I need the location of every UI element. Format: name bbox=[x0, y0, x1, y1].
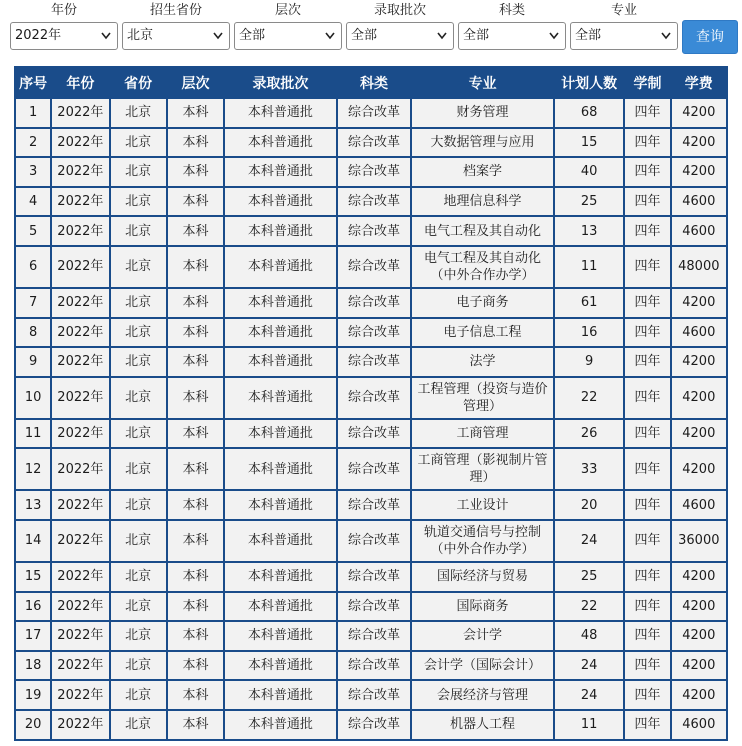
cell-plan: 48 bbox=[555, 622, 623, 650]
cell-category: 综合改革 bbox=[338, 449, 410, 489]
cell-batch: 本科普通批 bbox=[225, 99, 336, 127]
cell-year: 2022年 bbox=[52, 593, 108, 621]
cell-level: 本科 bbox=[168, 652, 223, 680]
cell-major: 国际商务 bbox=[412, 593, 553, 621]
cell-province: 北京 bbox=[111, 681, 166, 709]
cell-category: 综合改革 bbox=[338, 563, 410, 591]
cell-fee: 4600 bbox=[672, 188, 726, 216]
cell-major: 法学 bbox=[412, 348, 553, 376]
cell-major: 电子商务 bbox=[412, 289, 553, 317]
cell-plan: 61 bbox=[555, 289, 623, 317]
cell-year: 2022年 bbox=[52, 652, 108, 680]
cell-duration: 四年 bbox=[625, 563, 669, 591]
filter-category bbox=[458, 0, 566, 50]
cell-level: 本科 bbox=[168, 563, 223, 591]
cell-year: 2022年 bbox=[52, 99, 108, 127]
cell-major: 电子信息工程 bbox=[412, 319, 553, 347]
cell-major: 国际经济与贸易 bbox=[412, 563, 553, 591]
filter-label: 科类 bbox=[498, 3, 525, 18]
cell-plan: 24 bbox=[555, 681, 623, 709]
cell-province: 北京 bbox=[111, 129, 166, 157]
cell-batch: 本科普通批 bbox=[225, 593, 336, 621]
col-header-year: 年份 bbox=[52, 68, 108, 97]
cell-no: 6 bbox=[16, 247, 50, 287]
col-header-fee: 学费 bbox=[672, 68, 726, 97]
table-header-row bbox=[16, 68, 726, 97]
level-select[interactable] bbox=[234, 22, 342, 50]
cell-no: 13 bbox=[16, 491, 50, 519]
cell-level: 本科 bbox=[168, 158, 223, 186]
filter-bar bbox=[10, 0, 738, 58]
cell-province: 北京 bbox=[111, 319, 166, 347]
cell-fee: 4200 bbox=[672, 348, 726, 376]
filter-label: 招生省份 bbox=[149, 3, 202, 18]
cell-plan: 40 bbox=[555, 158, 623, 186]
cell-province: 北京 bbox=[111, 217, 166, 245]
cell-major: 地理信息科学 bbox=[412, 188, 553, 216]
cell-plan: 13 bbox=[555, 217, 623, 245]
col-header-duration: 学制 bbox=[625, 68, 669, 97]
cell-no: 15 bbox=[16, 563, 50, 591]
filter-label: 层次 bbox=[274, 3, 301, 18]
cell-province: 北京 bbox=[111, 158, 166, 186]
cell-category: 综合改革 bbox=[338, 158, 410, 186]
cell-duration: 四年 bbox=[625, 129, 669, 157]
cell-major: 电气工程及其自动化 bbox=[412, 217, 553, 245]
filter-major bbox=[570, 0, 678, 50]
cell-fee: 4600 bbox=[672, 491, 726, 519]
table-row bbox=[16, 622, 726, 650]
cell-fee: 4200 bbox=[672, 652, 726, 680]
cell-province: 北京 bbox=[111, 521, 166, 561]
cell-batch: 本科普通批 bbox=[225, 521, 336, 561]
cell-batch: 本科普通批 bbox=[225, 217, 336, 245]
cell-duration: 四年 bbox=[625, 247, 669, 287]
cell-category: 综合改革 bbox=[338, 420, 410, 448]
cell-major: 电气工程及其自动化（中外合作办学） bbox=[412, 247, 553, 287]
cell-plan: 11 bbox=[555, 711, 623, 739]
cell-batch: 本科普通批 bbox=[225, 158, 336, 186]
cell-fee: 4200 bbox=[672, 99, 726, 127]
cell-year: 2022年 bbox=[52, 420, 108, 448]
cell-no: 16 bbox=[16, 593, 50, 621]
cell-province: 北京 bbox=[111, 420, 166, 448]
cell-major: 机器人工程 bbox=[412, 711, 553, 739]
cell-year: 2022年 bbox=[52, 622, 108, 650]
cell-province: 北京 bbox=[111, 289, 166, 317]
cell-year: 2022年 bbox=[52, 158, 108, 186]
chevron-down-icon bbox=[213, 32, 223, 40]
cell-duration: 四年 bbox=[625, 491, 669, 519]
col-header-no: 序号 bbox=[16, 68, 50, 97]
cell-major: 会计学 bbox=[412, 622, 553, 650]
table-row bbox=[16, 247, 726, 287]
cell-fee: 4200 bbox=[672, 449, 726, 489]
cell-no: 5 bbox=[16, 217, 50, 245]
cell-batch: 本科普通批 bbox=[225, 378, 336, 418]
cell-category: 综合改革 bbox=[338, 247, 410, 287]
cell-no: 8 bbox=[16, 319, 50, 347]
cell-level: 本科 bbox=[168, 711, 223, 739]
cell-fee: 4600 bbox=[672, 217, 726, 245]
cell-batch: 本科普通批 bbox=[225, 491, 336, 519]
cell-batch: 本科普通批 bbox=[225, 681, 336, 709]
cell-fee: 36000 bbox=[672, 521, 726, 561]
chevron-down-icon bbox=[437, 32, 447, 40]
batch-select[interactable] bbox=[346, 22, 454, 50]
cell-no: 20 bbox=[16, 711, 50, 739]
cell-batch: 本科普通批 bbox=[225, 420, 336, 448]
cell-fee: 4200 bbox=[672, 681, 726, 709]
table-row bbox=[16, 593, 726, 621]
cell-fee: 4600 bbox=[672, 319, 726, 347]
cell-fee: 4200 bbox=[672, 563, 726, 591]
cell-major: 档案学 bbox=[412, 158, 553, 186]
chevron-down-icon bbox=[661, 32, 671, 40]
cell-batch: 本科普通批 bbox=[225, 247, 336, 287]
query-button[interactable]: 查询 bbox=[682, 20, 738, 54]
cell-duration: 四年 bbox=[625, 99, 669, 127]
cell-level: 本科 bbox=[168, 188, 223, 216]
table-row bbox=[16, 188, 726, 216]
cell-year: 2022年 bbox=[52, 521, 108, 561]
cell-major: 工业设计 bbox=[412, 491, 553, 519]
cell-no: 10 bbox=[16, 378, 50, 418]
cell-province: 北京 bbox=[111, 378, 166, 418]
cell-province: 北京 bbox=[111, 652, 166, 680]
cell-fee: 4200 bbox=[672, 378, 726, 418]
cell-major: 财务管理 bbox=[412, 99, 553, 127]
cell-category: 综合改革 bbox=[338, 521, 410, 561]
table-row bbox=[16, 289, 726, 317]
cell-plan: 26 bbox=[555, 420, 623, 448]
admission-plan-table bbox=[14, 66, 728, 741]
table-row bbox=[16, 681, 726, 709]
cell-category: 综合改革 bbox=[338, 652, 410, 680]
cell-plan: 22 bbox=[555, 378, 623, 418]
cell-duration: 四年 bbox=[625, 217, 669, 245]
cell-province: 北京 bbox=[111, 622, 166, 650]
cell-no: 11 bbox=[16, 420, 50, 448]
cell-fee: 4200 bbox=[672, 622, 726, 650]
cell-plan: 33 bbox=[555, 449, 623, 489]
cell-level: 本科 bbox=[168, 129, 223, 157]
table-row bbox=[16, 449, 726, 489]
cell-no: 9 bbox=[16, 348, 50, 376]
cell-province: 北京 bbox=[111, 449, 166, 489]
cell-level: 本科 bbox=[168, 348, 223, 376]
cell-level: 本科 bbox=[168, 681, 223, 709]
table-row bbox=[16, 563, 726, 591]
cell-year: 2022年 bbox=[52, 129, 108, 157]
cell-category: 综合改革 bbox=[338, 129, 410, 157]
cell-year: 2022年 bbox=[52, 319, 108, 347]
cell-plan: 9 bbox=[555, 348, 623, 376]
cell-duration: 四年 bbox=[625, 319, 669, 347]
cell-level: 本科 bbox=[168, 449, 223, 489]
cell-batch: 本科普通批 bbox=[225, 652, 336, 680]
cell-year: 2022年 bbox=[52, 681, 108, 709]
cell-category: 综合改革 bbox=[338, 378, 410, 418]
cell-province: 北京 bbox=[111, 188, 166, 216]
cell-duration: 四年 bbox=[625, 622, 669, 650]
filter-label: 年份 bbox=[50, 3, 77, 18]
table-row bbox=[16, 420, 726, 448]
cell-duration: 四年 bbox=[625, 158, 669, 186]
table-row bbox=[16, 378, 726, 418]
select-value: 北京 bbox=[127, 28, 154, 43]
cell-year: 2022年 bbox=[52, 217, 108, 245]
cell-level: 本科 bbox=[168, 99, 223, 127]
cell-fee: 4600 bbox=[672, 711, 726, 739]
cell-major: 大数据管理与应用 bbox=[412, 129, 553, 157]
cell-plan: 16 bbox=[555, 319, 623, 347]
cell-category: 综合改革 bbox=[338, 99, 410, 127]
cell-level: 本科 bbox=[168, 289, 223, 317]
cell-no: 18 bbox=[16, 652, 50, 680]
col-header-level: 层次 bbox=[168, 68, 223, 97]
cell-province: 北京 bbox=[111, 563, 166, 591]
cell-duration: 四年 bbox=[625, 652, 669, 680]
cell-level: 本科 bbox=[168, 378, 223, 418]
cell-no: 3 bbox=[16, 158, 50, 186]
select-value: 全部 bbox=[575, 28, 602, 43]
cell-level: 本科 bbox=[168, 319, 223, 347]
cell-duration: 四年 bbox=[625, 449, 669, 489]
cell-province: 北京 bbox=[111, 247, 166, 287]
cell-duration: 四年 bbox=[625, 348, 669, 376]
cell-year: 2022年 bbox=[52, 378, 108, 418]
filter-province bbox=[122, 0, 230, 50]
cell-province: 北京 bbox=[111, 99, 166, 127]
chevron-down-icon bbox=[549, 32, 559, 40]
cell-duration: 四年 bbox=[625, 188, 669, 216]
col-header-major: 专业 bbox=[412, 68, 553, 97]
major-select[interactable] bbox=[570, 22, 678, 50]
table-row bbox=[16, 217, 726, 245]
category-select[interactable] bbox=[458, 22, 566, 50]
cell-level: 本科 bbox=[168, 217, 223, 245]
cell-fee: 4200 bbox=[672, 289, 726, 317]
cell-fee: 48000 bbox=[672, 247, 726, 287]
cell-duration: 四年 bbox=[625, 521, 669, 561]
table-row bbox=[16, 158, 726, 186]
cell-no: 7 bbox=[16, 289, 50, 317]
cell-plan: 25 bbox=[555, 188, 623, 216]
col-header-province: 省份 bbox=[111, 68, 166, 97]
cell-year: 2022年 bbox=[52, 563, 108, 591]
cell-province: 北京 bbox=[111, 593, 166, 621]
cell-batch: 本科普通批 bbox=[225, 319, 336, 347]
select-value: 2022年 bbox=[15, 28, 62, 43]
cell-year: 2022年 bbox=[52, 711, 108, 739]
cell-duration: 四年 bbox=[625, 289, 669, 317]
cell-duration: 四年 bbox=[625, 711, 669, 739]
table-row bbox=[16, 319, 726, 347]
cell-plan: 22 bbox=[555, 593, 623, 621]
cell-major: 工商管理 bbox=[412, 420, 553, 448]
year-select[interactable] bbox=[10, 22, 118, 50]
cell-category: 综合改革 bbox=[338, 593, 410, 621]
cell-year: 2022年 bbox=[52, 348, 108, 376]
cell-major: 工商管理（影视制片管理） bbox=[412, 449, 553, 489]
filter-label: 专业 bbox=[610, 3, 637, 18]
cell-category: 综合改革 bbox=[338, 711, 410, 739]
cell-no: 2 bbox=[16, 129, 50, 157]
cell-level: 本科 bbox=[168, 593, 223, 621]
cell-major: 轨道交通信号与控制（中外合作办学） bbox=[412, 521, 553, 561]
cell-no: 14 bbox=[16, 521, 50, 561]
cell-fee: 4200 bbox=[672, 593, 726, 621]
cell-fee: 4200 bbox=[672, 129, 726, 157]
table-row bbox=[16, 711, 726, 739]
cell-duration: 四年 bbox=[625, 378, 669, 418]
cell-level: 本科 bbox=[168, 420, 223, 448]
cell-no: 12 bbox=[16, 449, 50, 489]
filter-level bbox=[234, 0, 342, 50]
province-select[interactable] bbox=[122, 22, 230, 50]
cell-level: 本科 bbox=[168, 521, 223, 561]
cell-category: 综合改革 bbox=[338, 491, 410, 519]
cell-batch: 本科普通批 bbox=[225, 188, 336, 216]
filter-label: 录取批次 bbox=[373, 3, 426, 18]
cell-batch: 本科普通批 bbox=[225, 129, 336, 157]
chevron-down-icon bbox=[325, 32, 335, 40]
cell-major: 会计学（国际会计） bbox=[412, 652, 553, 680]
filter-year bbox=[10, 0, 118, 50]
cell-major: 会展经济与管理 bbox=[412, 681, 553, 709]
cell-batch: 本科普通批 bbox=[225, 711, 336, 739]
cell-level: 本科 bbox=[168, 491, 223, 519]
cell-duration: 四年 bbox=[625, 593, 669, 621]
select-value: 全部 bbox=[351, 28, 378, 43]
cell-plan: 25 bbox=[555, 563, 623, 591]
cell-province: 北京 bbox=[111, 491, 166, 519]
cell-fee: 4200 bbox=[672, 158, 726, 186]
cell-year: 2022年 bbox=[52, 491, 108, 519]
cell-duration: 四年 bbox=[625, 420, 669, 448]
cell-category: 综合改革 bbox=[338, 348, 410, 376]
cell-no: 1 bbox=[16, 99, 50, 127]
cell-fee: 4200 bbox=[672, 420, 726, 448]
table-row bbox=[16, 99, 726, 127]
cell-batch: 本科普通批 bbox=[225, 289, 336, 317]
col-header-plan: 计划人数 bbox=[555, 68, 623, 97]
select-value: 全部 bbox=[463, 28, 490, 43]
table-row bbox=[16, 129, 726, 157]
cell-province: 北京 bbox=[111, 711, 166, 739]
cell-plan: 11 bbox=[555, 247, 623, 287]
cell-batch: 本科普通批 bbox=[225, 449, 336, 489]
cell-category: 综合改革 bbox=[338, 289, 410, 317]
cell-level: 本科 bbox=[168, 247, 223, 287]
cell-category: 综合改革 bbox=[338, 319, 410, 347]
cell-no: 19 bbox=[16, 681, 50, 709]
cell-major: 工程管理（投资与造价管理） bbox=[412, 378, 553, 418]
cell-year: 2022年 bbox=[52, 247, 108, 287]
col-header-category: 科类 bbox=[338, 68, 410, 97]
table-row bbox=[16, 521, 726, 561]
cell-plan: 20 bbox=[555, 491, 623, 519]
cell-category: 综合改革 bbox=[338, 188, 410, 216]
cell-year: 2022年 bbox=[52, 289, 108, 317]
cell-category: 综合改革 bbox=[338, 217, 410, 245]
cell-province: 北京 bbox=[111, 348, 166, 376]
table-body bbox=[16, 99, 726, 739]
cell-level: 本科 bbox=[168, 622, 223, 650]
cell-year: 2022年 bbox=[52, 449, 108, 489]
cell-batch: 本科普通批 bbox=[225, 348, 336, 376]
select-value: 全部 bbox=[239, 28, 266, 43]
cell-duration: 四年 bbox=[625, 681, 669, 709]
cell-plan: 24 bbox=[555, 652, 623, 680]
cell-plan: 15 bbox=[555, 129, 623, 157]
cell-batch: 本科普通批 bbox=[225, 563, 336, 591]
cell-category: 综合改革 bbox=[338, 622, 410, 650]
table-row bbox=[16, 652, 726, 680]
cell-plan: 24 bbox=[555, 521, 623, 561]
cell-no: 17 bbox=[16, 622, 50, 650]
table-row bbox=[16, 348, 726, 376]
cell-batch: 本科普通批 bbox=[225, 622, 336, 650]
table-row bbox=[16, 491, 726, 519]
col-header-batch: 录取批次 bbox=[225, 68, 336, 97]
cell-year: 2022年 bbox=[52, 188, 108, 216]
cell-no: 4 bbox=[16, 188, 50, 216]
filter-batch bbox=[346, 0, 454, 50]
chevron-down-icon bbox=[101, 32, 111, 40]
cell-category: 综合改革 bbox=[338, 681, 410, 709]
cell-plan: 68 bbox=[555, 99, 623, 127]
